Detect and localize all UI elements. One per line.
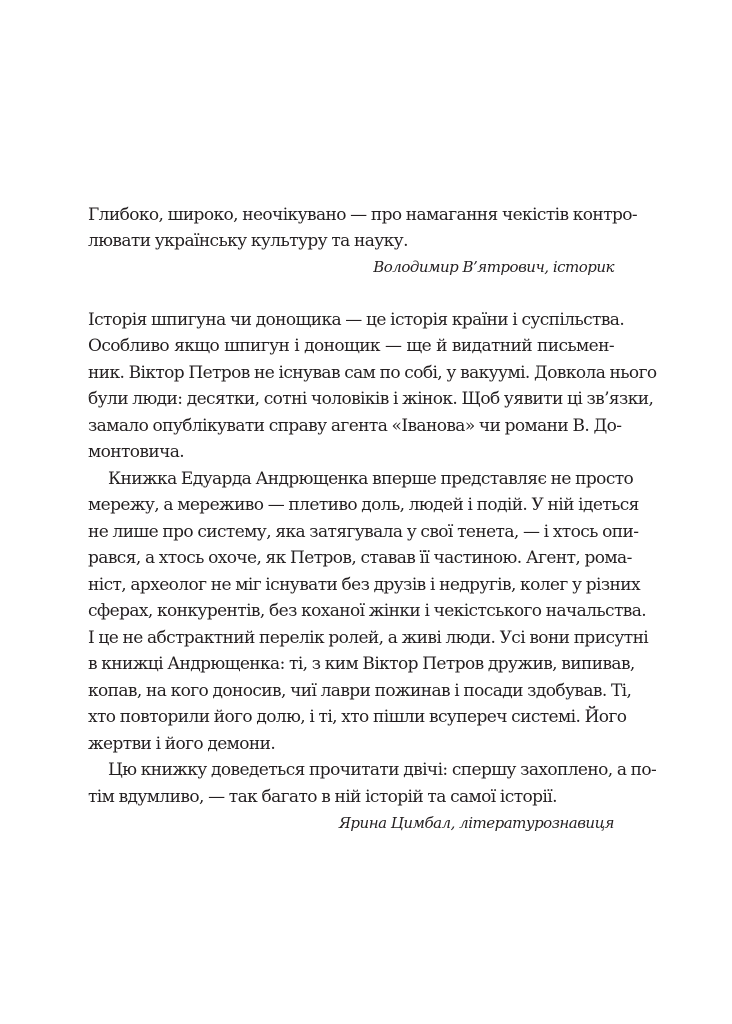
review-text-line: сферах, конкурентів, без коханої жінки і чекістського начальства. xyxy=(88,601,647,621)
review-text-line: не лише про систему, яка затягувала у свої тенета, — і хтось опи- xyxy=(88,522,639,542)
review-text-line: Цю книжку доведеться прочитати двічі: спершу захоплено, а по- xyxy=(108,760,657,780)
review-text-line: мережу, а мереживо — плетиво доль, людей і подій. У ній ідеться xyxy=(88,495,639,515)
review-attribution: Ярина Цимбал, літературознавиця xyxy=(338,814,614,832)
review-text-line: жертви і його демони. xyxy=(88,734,276,754)
review-text-line: Книжка Едуарда Андрющенка вперше представляє не просто xyxy=(108,469,634,489)
review-text-line: рався, а хтось охоче, як Петров, ставав її частиною. Агент, рома- xyxy=(88,548,632,568)
review-text-line: І це не абстрактний перелік ролей, а живі люди. Усі вони присутні xyxy=(88,628,649,648)
review-text-line: Історія шпигуна чи донощика — це історія країни і суспільства. xyxy=(88,310,625,330)
review-text-line: були люди: десятки, сотні чоловіків і жінок. Щоб уявити ці зв’язки, xyxy=(88,389,654,409)
review-text-line: хто повторили його долю, і ті, хто пішли всупереч системі. Його xyxy=(88,707,627,727)
review-text-line: копав, на кого доносив, чиї лаври пожинав і посади здобував. Ті, xyxy=(88,681,632,701)
review-text-line: тім вдумливо, — так багато в ній історій та самої історії. xyxy=(88,787,557,807)
review-text-line: Особливо якщо шпигун і донощик — ще й видатний письмен- xyxy=(88,336,614,356)
review-text-line: замало опублікувати справу агента «Іванова» чи романи В. До- xyxy=(88,416,622,436)
review-text-line: лювати українську культуру та науку. xyxy=(88,231,408,251)
review-text-line: ніст, археолог не міг існувати без друзів і недругів, колег у різних xyxy=(88,575,640,595)
review-text-line: Глибоко, широко, неочікувано — про намагання чекістів контро- xyxy=(88,205,638,225)
review-text-line: монтовича. xyxy=(88,442,185,462)
review-attribution: Володимир В’ятрович, історик xyxy=(373,258,614,276)
review-text-line: ник. Віктор Петров не існував сам по собі, у вакуумі. Довкола нього xyxy=(88,363,657,383)
review-text-line: в книжці Андрющенка: ті, з ким Віктор Петров дружив, випивав, xyxy=(88,654,635,674)
